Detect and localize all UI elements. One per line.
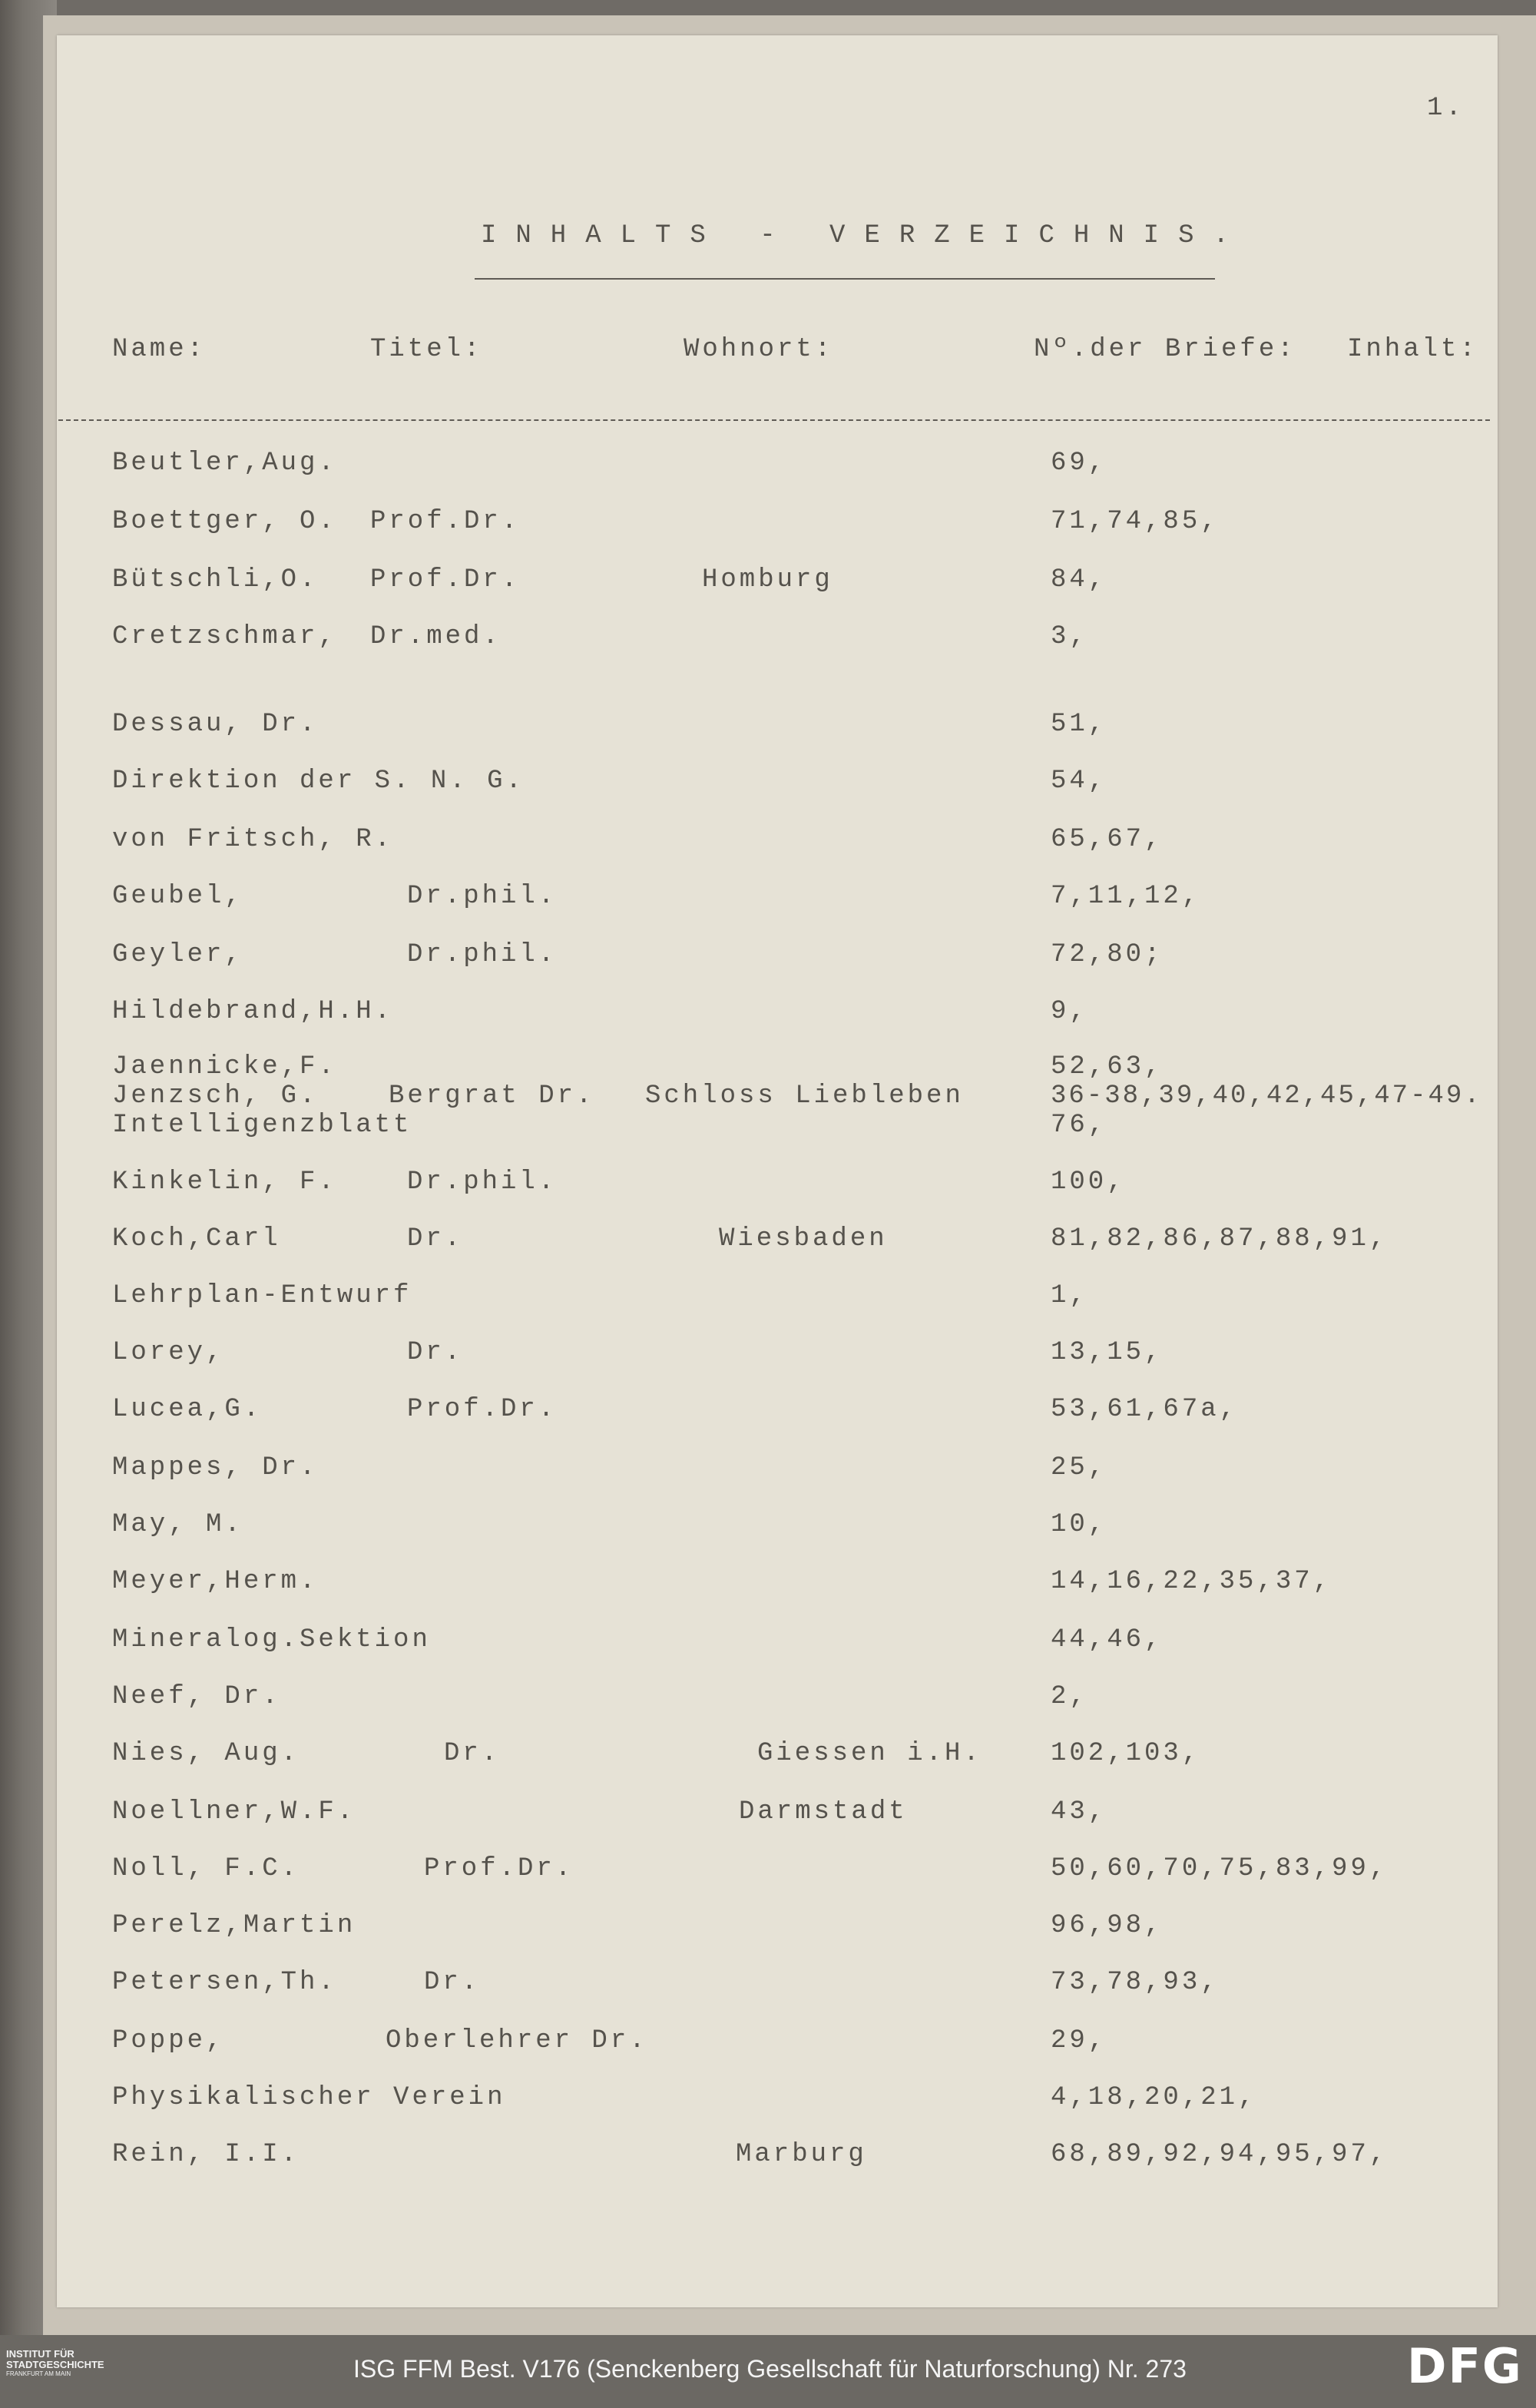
entry-name: Geubel, (112, 882, 243, 911)
entry-titel: Dr. (424, 1968, 481, 1997)
entry-name: Hildebrand,H.H. (112, 997, 394, 1026)
entry-titel: Bergrat Dr. (389, 1081, 595, 1111)
institute-line-2: STADTGESCHICHTE (6, 2359, 104, 2370)
entry-name: Jenzsch, G. (112, 1081, 319, 1111)
entry-titel: Prof.Dr. (370, 507, 521, 536)
entry-name: Koch,Carl (112, 1224, 281, 1254)
entry-wohnort: Darmstadt (739, 1797, 908, 1827)
entry-titel: Oberlehrer Dr. (386, 2026, 648, 2055)
header-divider (58, 419, 1490, 421)
entry-briefe: 2, (1051, 1682, 1088, 1711)
entry-briefe: 43, (1051, 1797, 1107, 1827)
entry-briefe: 14,16,22,35,37, (1051, 1567, 1332, 1596)
page-title: INHALTS - VERZEICHNIS. (481, 221, 1248, 250)
archive-caption: ISG FFM Best. V176 (Senckenberg Gesellschaft für Naturforschung) Nr. 273 (353, 2355, 1187, 2383)
entry-briefe: 102,103, (1051, 1739, 1201, 1768)
entry-wohnort: Giessen i.H. (757, 1739, 982, 1768)
entry-name: Intelligenzblatt (112, 1111, 412, 1140)
entry-briefe: 29, (1051, 2026, 1107, 2055)
entry-name: Cretzschmar, (112, 622, 337, 651)
entry-briefe: 3, (1051, 622, 1088, 651)
entry-titel: Dr.phil. (407, 882, 558, 911)
entry-name: Physikalischer Verein (112, 2083, 506, 2112)
entry-briefe: 53,61,67a, (1051, 1395, 1239, 1424)
entry-briefe: 73,78,93, (1051, 1968, 1220, 1997)
institute-line-3: FRANKFURT AM MAIN (6, 2370, 71, 2377)
entry-briefe: 69, (1051, 449, 1107, 478)
entry-briefe: 68,89,92,94,95,97, (1051, 2140, 1389, 2169)
entry-name: Mineralog.Sektion (112, 1625, 431, 1654)
entry-titel: Prof.Dr. (424, 1854, 574, 1883)
entry-wohnort: Marburg (736, 2140, 867, 2169)
entry-briefe: 13,15, (1051, 1338, 1164, 1367)
entry-name: Perelz,Martin (112, 1911, 356, 1940)
entry-titel: Prof.Dr. (370, 565, 521, 595)
entry-titel: Prof.Dr. (407, 1395, 558, 1424)
entry-wohnort: Schloss Liebleben (645, 1081, 964, 1111)
entry-name: Direktion der S. N. G. (112, 767, 525, 796)
title-underline (475, 278, 1215, 280)
entry-name: Poppe, (112, 2026, 225, 2055)
entry-briefe: 4,18,20,21, (1051, 2083, 1257, 2112)
entry-name: May, M. (112, 1510, 243, 1539)
entry-briefe: 96,98, (1051, 1911, 1164, 1940)
entry-name: Jaennicke,F. (112, 1052, 337, 1081)
column-header-name: Name: (112, 335, 207, 364)
entry-name: Lucea,G. (112, 1395, 263, 1424)
entry-briefe: 72,80; (1051, 940, 1164, 969)
entry-briefe: 51, (1051, 710, 1107, 739)
entry-name: Noellner,W.F. (112, 1797, 356, 1827)
entry-briefe: 36-38,39,40,42,45,47-49. (1051, 1081, 1482, 1111)
entry-briefe: 81,82,86,87,88,91, (1051, 1224, 1389, 1254)
entry-briefe: 84, (1051, 565, 1107, 595)
entry-wohnort: Homburg (702, 565, 833, 595)
entry-name: Boettger, O. (112, 507, 337, 536)
column-header-titel: Titel: (370, 335, 483, 364)
entry-briefe: 1, (1051, 1281, 1088, 1310)
entry-briefe: 54, (1051, 767, 1107, 796)
entry-titel: Dr. (444, 1739, 501, 1768)
entry-briefe: 9, (1051, 997, 1088, 1026)
institute-line-1: INSTITUT FÜR (6, 2348, 74, 2360)
entry-name: Neef, Dr. (112, 1682, 281, 1711)
entry-titel: Dr.med. (370, 622, 502, 651)
entry-name: Lorey, (112, 1338, 225, 1367)
column-header-wohnort: Wohnort: (684, 335, 834, 364)
entry-wohnort: Wiesbaden (719, 1224, 888, 1254)
entry-name: Noll, F.C. (112, 1854, 300, 1883)
entry-briefe: 44,46, (1051, 1625, 1164, 1654)
column-header-inhalt: Inhalt: (1347, 335, 1478, 364)
entry-briefe: 50,60,70,75,83,99, (1051, 1854, 1389, 1883)
entry-name: Mappes, Dr. (112, 1453, 319, 1482)
entry-name: Petersen,Th. (112, 1968, 337, 1997)
entry-name: Dessau, Dr. (112, 710, 319, 739)
entry-briefe: 10, (1051, 1510, 1107, 1539)
page-number: 1. (1427, 94, 1465, 123)
entry-titel: Dr.phil. (407, 1168, 558, 1197)
entry-name: Meyer,Herm. (112, 1567, 319, 1596)
entry-briefe: 7,11,12, (1051, 882, 1201, 911)
entry-name: Geyler, (112, 940, 243, 969)
institute-logo (6, 2349, 114, 2378)
entry-briefe: 65,67, (1051, 825, 1164, 854)
entry-briefe: 52,63, (1051, 1052, 1164, 1081)
entry-briefe: 71,74,85, (1051, 507, 1220, 536)
entry-briefe: 100, (1051, 1168, 1126, 1197)
dfg-logo: DFG (1407, 2338, 1523, 2394)
entry-name: von Fritsch, R. (112, 825, 394, 854)
entry-name: Lehrplan-Entwurf (112, 1281, 412, 1310)
entry-briefe: 25, (1051, 1453, 1107, 1482)
entry-name: Rein, I.I. (112, 2140, 300, 2169)
entry-name: Bütschli,O. (112, 565, 319, 595)
entry-name: Nies, Aug. (112, 1739, 300, 1768)
entry-titel: Dr. (407, 1224, 464, 1254)
entry-titel: Dr. (407, 1338, 464, 1367)
entry-titel: Dr.phil. (407, 940, 558, 969)
entry-name: Kinkelin, F. (112, 1168, 337, 1197)
entry-name: Beutler,Aug. (112, 449, 337, 478)
column-header-briefe: Nº.der Briefe: (1034, 335, 1296, 364)
entry-briefe: 76, (1051, 1111, 1107, 1140)
